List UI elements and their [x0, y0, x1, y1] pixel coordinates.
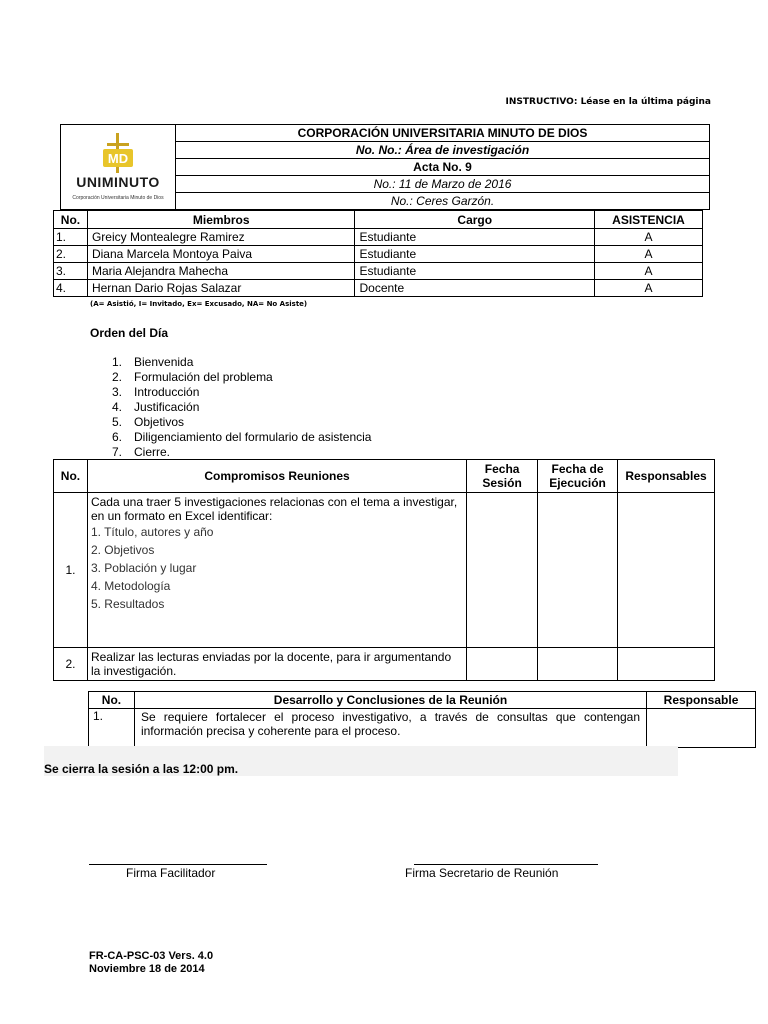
comp-task: Realizar las lecturas enviadas por la docente, para ir argumentando la investigación.	[87, 648, 466, 681]
comp-fecha-ejecucion	[538, 493, 618, 648]
table-row	[54, 648, 715, 681]
comp-task-text: Cada una traer 5 investigaciones relacionas con el tema a investigar, en un formato en Excel identificar:	[90, 495, 458, 523]
logo-text: UNIMINUTO	[76, 174, 160, 190]
member-asistencia: A	[595, 246, 703, 263]
table-row	[54, 229, 703, 246]
comp-subitem: 2. Objetivos	[90, 543, 155, 557]
members-col-asistencia: ASISTENCIA	[595, 211, 703, 229]
comp-no: 1.	[54, 493, 88, 648]
member-cargo: Estudiante	[355, 246, 595, 263]
logo-mark-text: MD	[107, 151, 129, 166]
comp-subitem: 5. Resultados	[90, 597, 165, 611]
member-name: Diana Marcela Montoya Paiva	[87, 246, 355, 263]
member-name: Maria Alejandra Mahecha	[87, 263, 355, 280]
comp-responsables	[618, 493, 715, 648]
des-text: Se requiere fortalecer el proceso investigativo, a través de consultas que contengan información precisa y coherente para el proceso.	[134, 709, 646, 748]
comp-responsables	[618, 648, 715, 681]
orden-title: Orden del Día	[90, 326, 169, 340]
comp-task	[87, 493, 466, 648]
member-cargo: Docente	[355, 280, 595, 297]
orden-list	[112, 355, 371, 460]
footer-code: FR-CA-PSC-03 Vers. 4.0	[89, 950, 214, 962]
signature-label-facilitador: Firma Facilitador	[126, 866, 216, 880]
comp-subitem: 1. Título, autores y año	[90, 525, 214, 539]
desarrollo-table	[88, 691, 756, 748]
members-col-no: No.	[54, 211, 88, 229]
members-col-cargo: Cargo	[355, 211, 595, 229]
comp-col-title: Compromisos Reuniones	[87, 460, 466, 493]
des-responsable	[647, 709, 756, 748]
table-row	[54, 493, 715, 648]
cierre-text: Se cierra la sesión a las 12:00 pm.	[44, 762, 239, 776]
list-item: 4. Justificación	[112, 400, 200, 414]
logo-cell	[61, 125, 176, 210]
area-field: No. No.: Área de investigación	[176, 142, 710, 159]
des-col-responsable: Responsable	[647, 692, 756, 709]
list-item: 7. Cierre.	[112, 445, 171, 459]
list-item: 5. Objetivos	[112, 415, 185, 429]
comp-fecha-sesion	[467, 648, 538, 681]
comp-col-no: No.	[54, 460, 88, 493]
signature-label-secretario: Firma Secretario de Reunión	[405, 866, 559, 880]
comp-subitem: 3. Población y lugar	[90, 561, 197, 575]
member-name: Greicy Montealegre Ramirez	[87, 229, 355, 246]
md-logo-icon	[101, 133, 135, 173]
signature-line-secretario	[414, 864, 598, 865]
list-item: 1. Bienvenida	[112, 355, 194, 369]
member-no: 2.	[54, 246, 88, 263]
instructivo-note: INSTRUCTIVO: Léase en la última página	[505, 97, 711, 107]
member-no: 3.	[54, 263, 88, 280]
table-row	[54, 280, 703, 297]
meeting-date: No.: 11 de Marzo de 2016	[176, 176, 710, 193]
header-table	[60, 124, 710, 210]
member-cargo: Estudiante	[355, 229, 595, 246]
comp-no: 2.	[54, 648, 88, 681]
comp-col-fecha-ejecucion: Fecha de Ejecución	[538, 460, 618, 493]
list-item: 3. Introducción	[112, 385, 200, 399]
comp-fecha-sesion	[467, 493, 538, 648]
uniminuto-logo	[61, 125, 175, 209]
member-no: 4.	[54, 280, 88, 297]
table-row	[54, 246, 703, 263]
member-name: Hernan Dario Rojas Salazar	[87, 280, 355, 297]
comp-col-responsables: Responsables	[618, 460, 715, 493]
comp-fecha-ejecucion	[538, 648, 618, 681]
des-col-no: No.	[89, 692, 135, 709]
comp-subitem: 4. Metodología	[90, 579, 171, 593]
member-asistencia: A	[595, 229, 703, 246]
table-row	[54, 263, 703, 280]
comp-col-fecha-sesion: Fecha Sesión	[467, 460, 538, 493]
table-row	[89, 709, 756, 748]
acta-number: Acta No. 9	[176, 159, 710, 176]
list-item: 6. Diligenciamiento del formulario de asistencia	[112, 430, 372, 444]
members-table	[53, 210, 703, 297]
member-asistencia: A	[595, 263, 703, 280]
member-cargo: Estudiante	[355, 263, 595, 280]
signature-line-facilitador	[89, 864, 267, 865]
attendance-legend: (A= Asistió, I= Invitado, Ex= Excusado, NA= No Asiste)	[90, 300, 308, 308]
logo-subtitle: Corporación Universitaria Minuto de Dios	[72, 195, 164, 201]
compromisos-table	[53, 459, 715, 681]
des-no: 1.	[89, 709, 135, 748]
meeting-responsible: No.: Ceres Garzón.	[176, 193, 710, 210]
institution-name: CORPORACIÓN UNIVERSITARIA MINUTO DE DIOS	[176, 125, 710, 142]
footer-date: Noviembre 18 de 2014	[89, 963, 205, 975]
des-col-title: Desarrollo y Conclusiones de la Reunión	[134, 692, 646, 709]
list-item: 2. Formulación del problema	[112, 370, 273, 384]
members-col-miembros: Miembros	[87, 211, 355, 229]
member-asistencia: A	[595, 280, 703, 297]
member-no: 1.	[54, 229, 88, 246]
